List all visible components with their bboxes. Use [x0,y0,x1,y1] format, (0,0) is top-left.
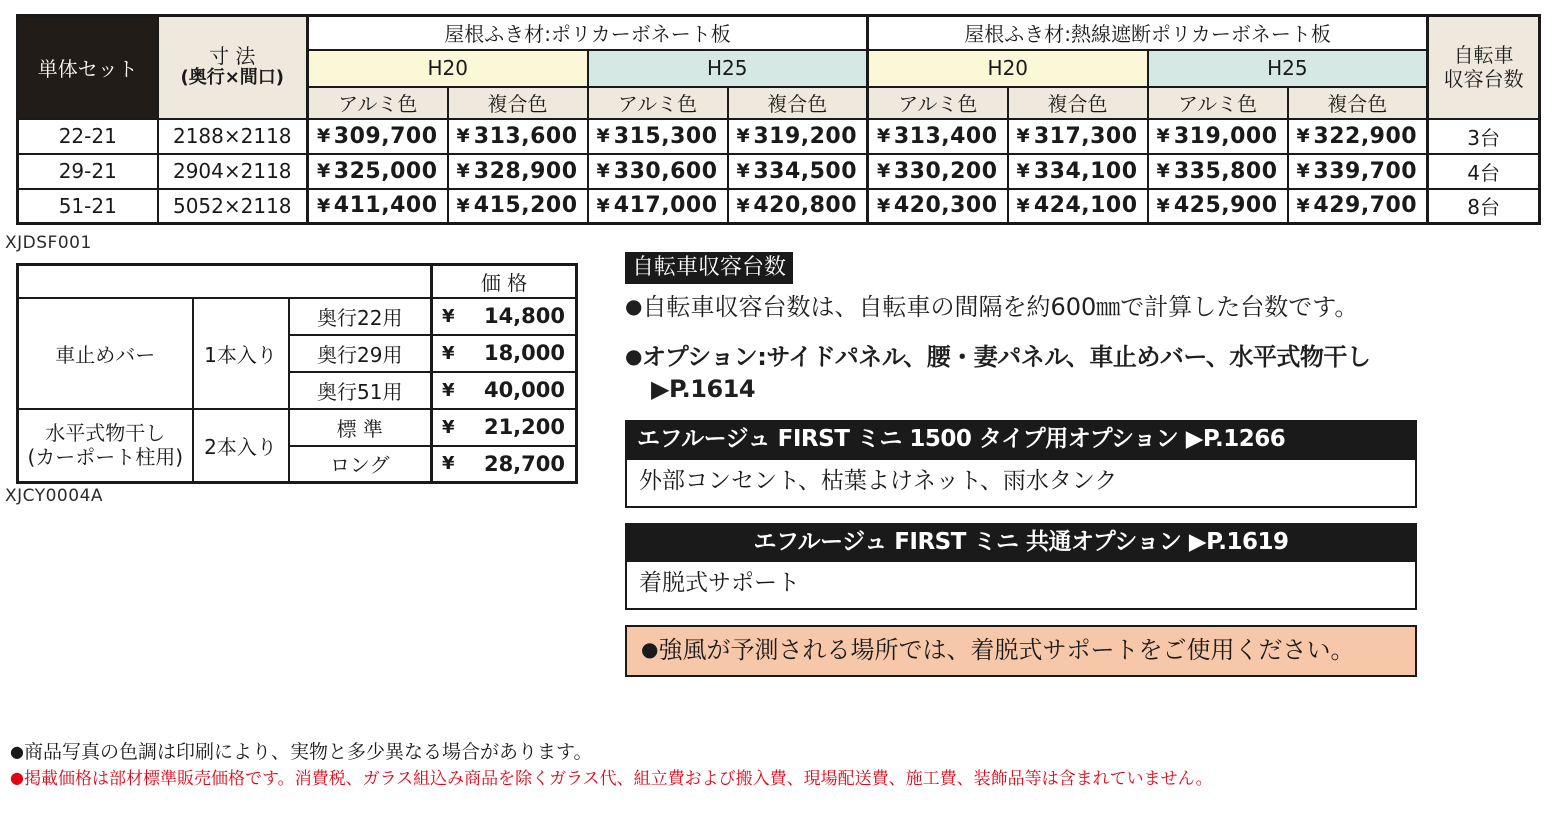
yen-sign: ¥ [1296,160,1310,182]
price-cell [1008,119,1148,154]
options-header: オプション [18,265,432,298]
price-value: 334,100 [1033,158,1138,184]
price-value: 21,200 [483,415,565,439]
photo-color-note-text: 商品写真の色調は印刷により、実物と多少異なる場合があります。 [23,741,593,763]
price-value: 313,600 [473,123,578,149]
option-variant: 奥行29用 [289,335,432,372]
price-cell [1148,189,1288,224]
option-price-cell [432,298,577,335]
yen-sign: ¥ [1016,194,1030,217]
capacity-value: 8台 [1428,189,1540,224]
price-cell [868,189,1008,224]
table-row [18,119,1540,154]
dimension-value: 5052×2118 [158,189,308,224]
price-value: 429,700 [1313,193,1418,219]
price-value: 325,000 [333,158,438,184]
capacity-note-text: 自転車収容台数は、自転車の間隔を約600㎜で計算した台数です。 [642,293,1359,322]
header-alumi-3: アルミ色 [868,87,1008,119]
options-row [18,409,577,446]
corner-header-set: 単体セット [18,16,158,119]
yen-sign: ¥ [456,160,470,182]
price-cell [588,119,728,154]
capacity-header [1428,16,1540,119]
price-cell [868,119,1008,154]
price-cell [588,154,728,189]
header-fukugo-4: 複合色 [1288,87,1428,119]
price-value: 319,200 [753,123,858,149]
price-value: 330,200 [893,158,998,184]
price-cell [448,154,588,189]
price-value: 330,600 [613,158,718,184]
type-options-box [625,420,1417,507]
header-fukugo-1: 複合色 [448,87,588,119]
yen-sign: ¥ [1016,160,1030,182]
price-cell [448,189,588,224]
set-name: 29-21 [18,154,158,189]
capacity-value: 3台 [1428,119,1540,154]
dimension-header-line1: 寸 法 [209,44,256,69]
wind-warning-box [625,625,1417,678]
footer-notes [10,741,1550,790]
table-code-label: XJCY0004A [5,486,104,506]
header-alumi-4: アルミ色 [1148,87,1288,119]
header-fukugo-2: 複合色 [728,87,868,119]
dimension-value: 2188×2118 [158,119,308,154]
price-value: 420,800 [753,193,858,219]
price-disclaimer-text: 掲載価格は部材標準販売価格です。消費税、ガラス組込み商品を除くガラス代、組立費および搬入費、現場配送費、施工費、装飾品等は含まれていません。 [23,768,1213,789]
option-price-cell [432,446,577,483]
option-name: 車止めバー [18,298,193,409]
bullet-icon: ● [10,767,24,787]
bullet-icon: ● [10,742,24,761]
price-value: 328,900 [473,158,578,184]
table-row [18,189,1540,224]
dimension-header-line2: (奥行×間口) [180,67,285,89]
capacity-header-line2: 収容台数 [1443,67,1524,92]
price-cell [1008,154,1148,189]
price-value: 415,200 [473,193,578,219]
capacity-header-line1: 自転車 [1453,43,1514,68]
wind-warning-text: 強風が予測される場所では、着脱式サポートをご使用ください。 [658,635,1355,664]
yen-sign: ¥ [1016,125,1030,147]
yen-sign: ¥ [442,305,455,327]
options-price-header: 価 格 [432,265,577,298]
options-note [625,342,1417,405]
header-h25-heat: H25 [1148,50,1428,87]
option-variant: 奥行22用 [289,298,432,335]
price-value: 14,800 [483,304,565,328]
price-cell [308,189,448,224]
header-h25-poly: H25 [588,50,868,87]
header-alumi-2: アルミ色 [588,87,728,119]
yen-sign: ¥ [596,125,610,147]
options-header-row [18,265,577,298]
price-cell [1288,154,1428,189]
option-qty: 1本入り [193,298,289,409]
option-variant: ロング [289,446,432,483]
yen-sign: ¥ [877,160,891,182]
group-header-heat-block-polycarbonate: 屋根ふき材:熱線遮断ポリカーボネート板 [868,16,1428,50]
option-price-cell [432,372,577,409]
header-fukugo-3: 複合色 [1008,87,1148,119]
price-value: 40,000 [483,378,565,402]
dimension-header [158,16,308,119]
wind-warning-inner [641,635,1401,667]
common-options-box-content: 着脱式サポート [627,562,1415,608]
yen-sign: ¥ [877,194,891,217]
price-cell [1008,189,1148,224]
option-name-line2: (カーポート柱用) [27,445,184,470]
price-value: 28,700 [483,451,565,476]
table-row [18,154,1540,189]
options-price-table [16,263,578,484]
yen-sign: ¥ [877,125,891,147]
price-cell [1288,119,1428,154]
info-panel [625,252,1417,677]
price-cell [448,119,588,154]
capacity-note [625,292,1417,324]
capacity-badge: 自転車収容台数 [625,252,793,284]
table-code-label: XJDSF001 [5,233,92,253]
option-name [18,409,193,483]
option-price-cell [432,409,577,446]
price-value: 313,400 [893,123,998,149]
yen-sign: ¥ [456,194,470,217]
yen-sign: ¥ [596,160,610,182]
option-name-line1: 水平式物干し [45,421,166,446]
price-cell [1148,154,1288,189]
photo-color-note [10,741,1550,765]
price-value: 420,300 [893,193,998,219]
yen-sign: ¥ [442,453,455,475]
price-cell [728,119,868,154]
bullet-icon: ● [625,294,643,319]
price-value: 411,400 [333,193,438,219]
yen-sign: ¥ [1296,125,1310,147]
price-value: 18,000 [483,341,565,365]
options-row [18,298,577,335]
type-options-box-title: エフルージュ FIRST ミニ 1500 タイプ用オプション ▶P.1266 [627,422,1415,460]
price-cell [728,154,868,189]
price-value: 315,300 [613,123,718,149]
yen-sign: ¥ [1296,194,1310,217]
price-value: 339,700 [1313,158,1418,184]
header-alumi-1: アルミ色 [308,87,448,119]
yen-sign: ¥ [442,379,455,401]
price-value: 322,900 [1313,123,1418,149]
price-disclaimer-note [10,768,1550,790]
type-options-box-content: 外部コンセント、枯葉よけネット、雨水タンク [627,460,1415,506]
yen-sign: ¥ [1156,125,1170,147]
header-h20-heat: H20 [868,50,1148,87]
yen-sign: ¥ [1156,194,1170,217]
options-note-text: オプション:サイドパネル、腰・妻パネル、車止めバー、水平式物干し ▶P.1614 [641,342,1371,403]
bullet-icon: ● [625,343,642,368]
bullet-icon: ● [641,636,659,661]
price-value: 335,800 [1173,158,1278,184]
common-options-box-title: エフルージュ FIRST ミニ 共通オプション ▶P.1619 [627,525,1415,563]
yen-sign: ¥ [317,160,331,182]
header-h20-poly: H20 [308,50,588,87]
option-price-cell [432,335,577,372]
yen-sign: ¥ [317,194,331,217]
yen-sign: ¥ [596,194,610,217]
option-variant: 標 準 [289,409,432,446]
price-cell [728,189,868,224]
price-cell [308,119,448,154]
price-value: 424,100 [1033,193,1138,219]
yen-sign: ¥ [317,125,331,147]
yen-sign: ¥ [1156,160,1170,182]
yen-sign: ¥ [736,160,750,182]
yen-sign: ¥ [736,194,750,217]
price-value: 417,000 [613,193,718,219]
option-qty: 2本入り [193,409,289,483]
price-cell [588,189,728,224]
price-value: 309,700 [333,123,438,149]
yen-sign: ¥ [456,125,470,147]
option-variant: 奥行51用 [289,372,432,409]
price-cell [1148,119,1288,154]
price-cell [868,154,1008,189]
price-value: 319,000 [1173,123,1278,149]
capacity-value: 4台 [1428,154,1540,189]
price-cell [1288,189,1428,224]
dimension-value: 2904×2118 [158,154,308,189]
yen-sign: ¥ [442,342,455,364]
group-header-polycarbonate: 屋根ふき材:ポリカーボネート板 [308,16,868,50]
yen-sign: ¥ [442,416,455,438]
table-header-row-groups [18,16,1540,50]
set-name: 51-21 [18,189,158,224]
main-price-table [16,14,1541,225]
price-value: 334,500 [753,158,858,184]
price-cell [308,154,448,189]
price-value: 425,900 [1173,193,1278,219]
yen-sign: ¥ [736,125,750,147]
set-name: 22-21 [18,119,158,154]
price-value: 317,300 [1033,123,1138,149]
common-options-box [625,523,1417,610]
